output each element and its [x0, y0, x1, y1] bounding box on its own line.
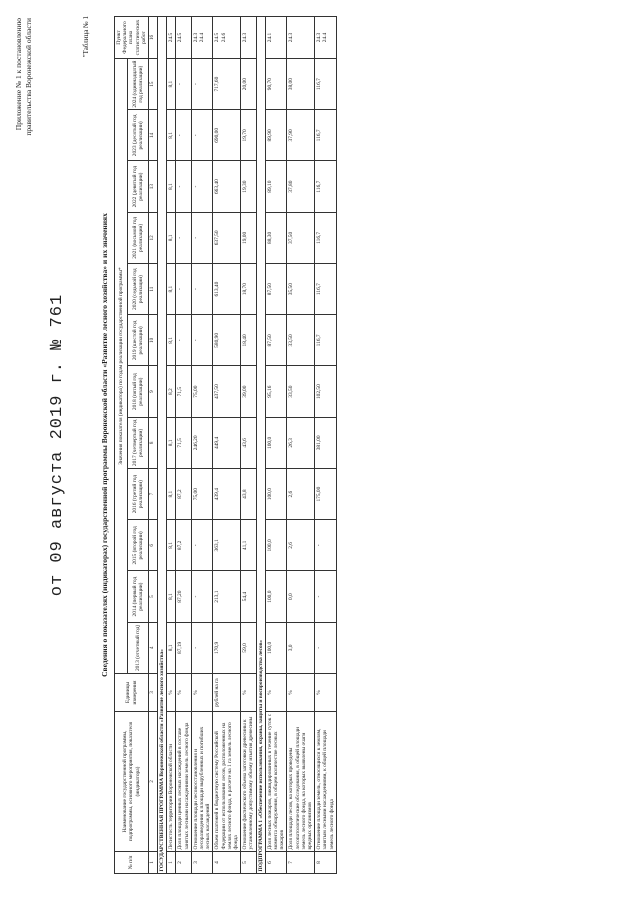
value-cell: 19,70: [241, 110, 256, 161]
plan-point-cell: 24.5: [167, 17, 176, 59]
value-cell: 39,00: [241, 366, 256, 417]
plan-point-cell: 24.3: [287, 17, 315, 59]
indicators-table: [114, 16, 337, 874]
value-cell: 8,2: [167, 366, 176, 417]
column-index: 16: [149, 17, 158, 59]
value-cell: 381,00: [315, 417, 337, 468]
column-index: 13: [149, 161, 158, 212]
value-cell: 19,30: [241, 161, 256, 212]
value-cell: 87,50: [265, 315, 287, 366]
plan-point-cell: 24.5 24.6: [213, 17, 241, 59]
year-header: 2020 (седьмой год реализации): [127, 264, 148, 315]
value-cell: -: [191, 622, 213, 673]
col-point: Пункт Федерального плана статистических работ: [115, 17, 149, 59]
table-row: [287, 17, 315, 874]
value-cell: -: [176, 212, 191, 263]
year-header: 2015 (второй год реализации): [127, 520, 148, 571]
value-cell: 8,1: [167, 110, 176, 161]
value-cell: 8,1: [167, 212, 176, 263]
value-cell: -: [191, 571, 213, 622]
value-cell: 37,80: [287, 161, 315, 212]
value-cell: 59,0: [241, 622, 256, 673]
value-cell: 8,1: [167, 417, 176, 468]
section-title: ГОСУДАРСТВЕННАЯ ПРОГРАММА Воронежской области «Развитие лесного хозяйства»: [157, 17, 166, 874]
year-header: 2014 (первый год реализации): [127, 571, 148, 622]
value-cell: -: [191, 161, 213, 212]
value-cell: -: [191, 59, 213, 110]
table-number: "Таблица № 1: [82, 16, 90, 58]
row-number: 2: [176, 852, 191, 874]
year-header: 2022 (девятый год реализации): [127, 161, 148, 212]
value-cell: 100,0: [265, 571, 287, 622]
row-number: 1: [167, 852, 176, 874]
value-cell: -: [176, 110, 191, 161]
value-cell: 19,00: [241, 212, 256, 263]
value-cell: 43,6: [241, 417, 256, 468]
value-cell: -: [191, 315, 213, 366]
table-row: [167, 17, 176, 874]
value-cell: 38,00: [287, 59, 315, 110]
plan-point-cell: 24.3 24.4: [315, 17, 337, 59]
value-cell: -: [176, 59, 191, 110]
unit-cell: %: [176, 674, 191, 712]
column-index: 4: [149, 622, 158, 673]
value-cell: 18,40: [241, 315, 256, 366]
value-cell: 116,7: [315, 315, 337, 366]
value-cell: 87,2: [176, 520, 191, 571]
plan-point-cell: 24.3: [241, 17, 256, 59]
section-title: ПОДПРОГРАММА 1 «Обеспечение использования, охраны, защиты и воспроизводства лесов»: [256, 17, 265, 874]
year-header: 2019 (шестой год реализации): [127, 315, 148, 366]
indicator-name: Лесистость территории Воронежской области: [167, 712, 176, 852]
value-cell: 20,00: [241, 59, 256, 110]
value-cell: 8,1: [167, 622, 176, 673]
value-cell: 116,7: [315, 59, 337, 110]
column-index: 6: [149, 520, 158, 571]
value-cell: 580,90: [213, 315, 241, 366]
value-cell: 663,40: [213, 161, 241, 212]
value-cell: 116,7: [315, 110, 337, 161]
value-cell: 637,50: [213, 212, 241, 263]
value-cell: 100,0: [265, 520, 287, 571]
year-header: 2021 (восьмой год реализации): [127, 212, 148, 263]
value-cell: 41,1: [241, 520, 256, 571]
value-cell: -: [315, 622, 337, 673]
value-cell: 3,0: [287, 622, 315, 673]
col-unit: Единицы измерения: [115, 674, 149, 712]
value-cell: 170,9: [213, 622, 241, 673]
decree-date: от 09 августа 2019 г. № 761: [48, 293, 67, 597]
value-cell: 71,5: [176, 417, 191, 468]
row-number: 8: [315, 852, 337, 874]
column-index: 10: [149, 315, 158, 366]
value-cell: 116,7: [315, 161, 337, 212]
row-number: 6: [265, 852, 287, 874]
value-cell: 246,20: [191, 417, 213, 468]
value-cell: 717,60: [213, 59, 241, 110]
column-index: 2: [149, 712, 158, 852]
value-cell: 116,7: [315, 212, 337, 263]
column-index: 7: [149, 469, 158, 520]
table-row: [315, 17, 337, 874]
col-name: Наименование государственной программы, подпрограммы, основного мероприятия, показателя (индикатора): [115, 712, 149, 852]
value-cell: 439,4: [213, 469, 241, 520]
value-cell: 8,1: [167, 571, 176, 622]
col-num: № п/п: [115, 852, 149, 874]
indicator-name: Доля площади ценных лесных насаждений в составе занятых лесными насаждениями земель лесного фонда: [176, 712, 191, 852]
value-cell: 8,1: [167, 315, 176, 366]
column-index: 8: [149, 417, 158, 468]
section-row: [256, 17, 265, 874]
value-cell: -: [315, 571, 337, 622]
government-line: правительства Воронежской области: [23, 18, 33, 136]
plan-point-cell: 24.3 24.4: [191, 17, 213, 59]
value-cell: 89,10: [265, 161, 287, 212]
row-number: 7: [287, 852, 315, 874]
indicator-name: Доля лесных пожаров, ликвидированных в течение суток с момента обнаружения, в общем количестве лесных пожаров: [265, 712, 287, 852]
year-header: 2018 (пятый год реализации): [127, 366, 148, 417]
indicator-name: Доля площади лесов, на которых проведены лесопатологические обследования, в общей площади земель лесного фонда, на которых выявлены очаги вредных организмов: [287, 712, 315, 852]
plan-point-cell: 24.1: [265, 17, 287, 59]
value-cell: 87,50: [265, 264, 287, 315]
value-cell: 33,50: [287, 315, 315, 366]
unit-cell: рублей на га: [213, 674, 241, 712]
value-cell: 90,70: [265, 59, 287, 110]
column-index: 3: [149, 674, 158, 712]
value-cell: 8,1: [167, 520, 176, 571]
table-row: [241, 17, 256, 874]
year-header: 2017 (четвертый год реализации): [127, 417, 148, 468]
column-index: 15: [149, 59, 158, 110]
indicator-name: Объем платежей в бюджетную систему Российской Федерации от использования лесов, расположенных на землях лесного фонда, в расчете на 1 га земель лесного фонда: [213, 712, 241, 852]
value-cell: -: [176, 264, 191, 315]
value-cell: 213,1: [213, 571, 241, 622]
value-cell: 75,00: [191, 469, 213, 520]
value-cell: 690,00: [213, 110, 241, 161]
column-index: 12: [149, 212, 158, 263]
value-cell: 8,1: [167, 469, 176, 520]
value-cell: 54,4: [241, 571, 256, 622]
value-cell: 89,90: [265, 110, 287, 161]
value-cell: 95,16: [265, 366, 287, 417]
plan-point-cell: 24.5: [176, 17, 191, 59]
value-cell: 87,2: [176, 469, 191, 520]
rotated-content: [10, 10, 630, 880]
value-cell: 37,50: [287, 212, 315, 263]
value-cell: -: [191, 212, 213, 263]
table-row: [176, 17, 191, 874]
unit-cell: %: [167, 674, 176, 712]
value-cell: 87,19: [176, 622, 191, 673]
value-cell: -: [191, 264, 213, 315]
appendix-line: Приложение № 1 к постановлению: [14, 18, 23, 131]
year-header: 2024 (одиннадцатый год реализации): [127, 59, 148, 110]
appendix-header: [14, 18, 34, 136]
value-cell: 75,00: [191, 366, 213, 417]
year-header: 2016 (третий год реализации): [127, 469, 148, 520]
value-cell: -: [176, 161, 191, 212]
indicator-name: Отношение площади земель, относящихся к землям, занятым лесными насаждениями, к общей площади земель лесного фонда: [315, 712, 337, 852]
value-cell: 2,6: [287, 469, 315, 520]
value-cell: 613,40: [213, 264, 241, 315]
value-cell: 88,30: [265, 212, 287, 263]
indicator-name: Отношение фактического объема заготовки древесины к установленному допустимому объему изъятия древесины: [241, 712, 256, 852]
value-cell: -: [191, 110, 213, 161]
col-values-group: Значения показателя (индикатора) по годам реализации государственной программы*: [115, 59, 128, 674]
table-row: [191, 17, 213, 874]
year-header: 2013 (отчетный год): [127, 622, 148, 673]
year-header: 2023 (десятый год реализации): [127, 110, 148, 161]
value-cell: -: [176, 315, 191, 366]
table-caption: Сведения о показателях (индикаторах) государственной программы Воронежской области «Развитие лесного хозяйства» и их значениях: [100, 213, 109, 677]
unit-cell: %: [265, 674, 287, 712]
value-cell: 0,0: [287, 571, 315, 622]
column-index-row: [149, 17, 158, 874]
column-index: 14: [149, 110, 158, 161]
value-cell: 100,0: [265, 417, 287, 468]
row-number: 3: [191, 852, 213, 874]
value-cell: 71,5: [176, 366, 191, 417]
column-index: 11: [149, 264, 158, 315]
value-cell: 100,0: [265, 469, 287, 520]
indicator-name: Отношение площади лесовосстановления и лесоразведения к площади вырубленных и погибших лесных насаждений: [191, 712, 213, 852]
value-cell: 18,70: [241, 264, 256, 315]
value-cell: 43,8: [241, 469, 256, 520]
value-cell: 33,50: [287, 366, 315, 417]
value-cell: 8,1: [167, 264, 176, 315]
value-cell: 37,90: [287, 110, 315, 161]
value-cell: 449,4: [213, 417, 241, 468]
value-cell: 26,3: [287, 417, 315, 468]
unit-cell: %: [191, 674, 213, 712]
unit-cell: %: [287, 674, 315, 712]
row-number: 5: [241, 852, 256, 874]
value-cell: 363,1: [213, 520, 241, 571]
column-index: 5: [149, 571, 158, 622]
value-cell: 8,1: [167, 59, 176, 110]
value-cell: 8,1: [167, 161, 176, 212]
column-index: 1: [149, 852, 158, 874]
column-index: 9: [149, 366, 158, 417]
value-cell: 2,6: [287, 520, 315, 571]
value-cell: 87,20: [176, 571, 191, 622]
table-row: [265, 17, 287, 874]
value-cell: -: [191, 520, 213, 571]
value-cell: 175,00: [315, 469, 337, 520]
value-cell: -: [315, 520, 337, 571]
unit-cell: %: [315, 674, 337, 712]
value-cell: 437,50: [213, 366, 241, 417]
value-cell: 35,50: [287, 264, 315, 315]
value-cell: 102,50: [315, 366, 337, 417]
section-row: [157, 17, 166, 874]
row-number: 4: [213, 852, 241, 874]
table-row: [213, 17, 241, 874]
unit-cell: %: [241, 674, 256, 712]
value-cell: 116,7: [315, 264, 337, 315]
value-cell: 100,0: [265, 622, 287, 673]
